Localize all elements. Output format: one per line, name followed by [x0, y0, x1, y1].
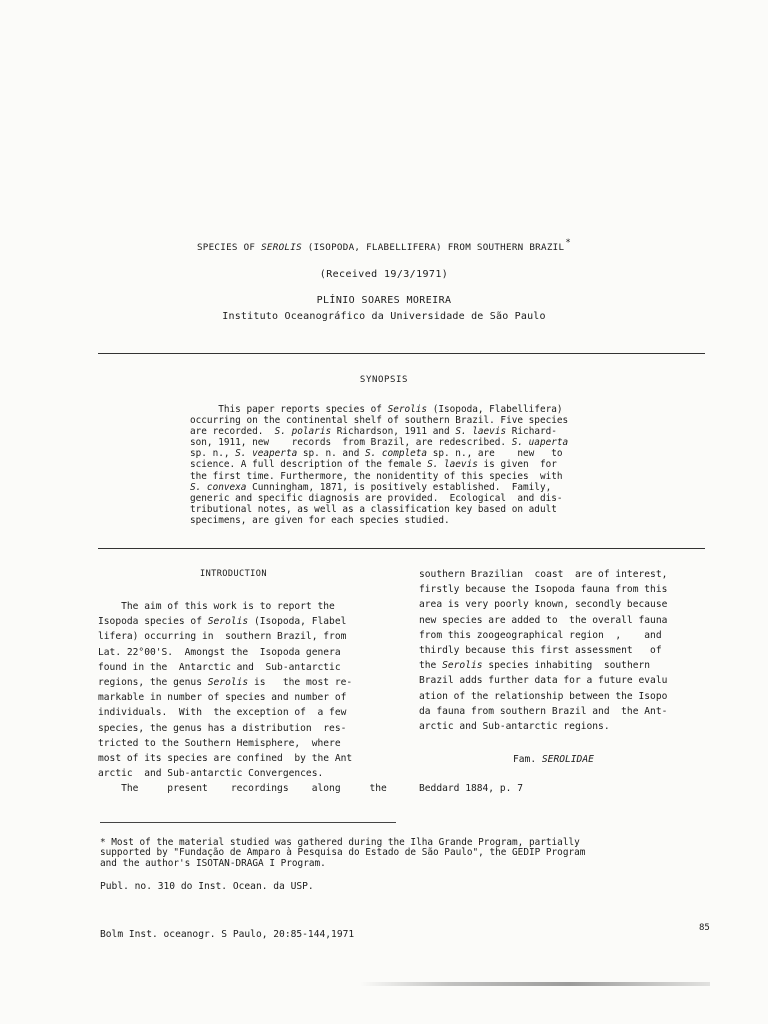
text-segment: individuals. With the exception of a few [98, 707, 347, 719]
text-segment: arctic and Sub-antarctic regions. [419, 721, 610, 733]
text-line [419, 704, 719, 719]
text-line [98, 690, 398, 705]
text-segment: Richard- [506, 426, 557, 438]
footnote [100, 838, 720, 869]
author-institution: Instituto Oceanográfico da Universidade de São Paulo [222, 311, 546, 322]
synopsis-body [190, 404, 650, 526]
text-line [419, 582, 719, 597]
text-segment: species inhabiting southern [482, 660, 651, 672]
text-line [190, 448, 650, 459]
text-line [419, 689, 719, 704]
text-line [98, 629, 398, 644]
text-segment: markable in number of species and number of [98, 692, 347, 704]
text-segment: da fauna from southern Brazil and the Ant- [419, 705, 668, 717]
taxon-name: Serolis [207, 616, 249, 628]
text-line [98, 751, 398, 766]
text-line [419, 613, 719, 628]
text-segment: area is very poorly known, secondly because [419, 599, 668, 611]
text-segment: arctic and Sub-antarctic Convergences. [98, 768, 324, 780]
scan-smudge [360, 982, 710, 986]
text-line [98, 599, 398, 614]
footnote-line: supported by "Fundação de Amparo à Pesquisa do Estado de São Paulo", the GEDIP Program [100, 847, 586, 859]
family-heading [513, 754, 594, 765]
text-segment: specimens, are given for each species studied. [190, 514, 450, 526]
text-line [98, 721, 398, 736]
text-segment: species, the genus has a distribution res- [98, 722, 347, 734]
text-line [98, 660, 398, 675]
taxon-name: Serolis [387, 404, 428, 415]
text-line [419, 628, 719, 643]
text-segment: generic and specific diagnosis are provided. Ecological and dis- [190, 492, 563, 504]
introduction-column-left [98, 599, 398, 797]
received-date: (Received 19/3/1971) [319, 269, 449, 280]
footnote-line: * Most of the material studied was gathered during the Ilha Grande Program, partially [100, 837, 580, 848]
text-line [190, 437, 650, 448]
text-segment: thirdly because this first assessment of [419, 645, 662, 657]
text-segment: ation of the relationship between the Isopo [419, 690, 668, 702]
introduction-column-right [419, 567, 719, 734]
text-segment: southern Brazilian coast are of interest, [419, 569, 668, 580]
text-segment: regions, the genus [98, 677, 208, 689]
text-segment: This paper reports species of [190, 404, 388, 415]
paper-title-prefix: SPECIES OF [196, 242, 262, 253]
divider-bottom [98, 548, 705, 549]
text-segment: tricted to the Southern Hemisphere, where [98, 737, 341, 749]
text-line [98, 781, 398, 796]
paper-title [0, 238, 768, 253]
text-line [419, 567, 719, 582]
text-line [190, 459, 650, 470]
taxon-name: S. polaris [274, 426, 332, 438]
text-line [419, 643, 719, 658]
text-line [190, 515, 650, 526]
text-segment: sp. n., [190, 448, 236, 460]
author-name: PLÍNIO SOARES MOREIRA [316, 295, 452, 306]
family-name: SEROLIDAE [541, 754, 594, 765]
paper-title-suffix: (ISOPODA, FLABELLIFERA) FROM SOUTHERN BRAZIL [301, 242, 565, 253]
taxon-name: S. laevis [427, 459, 478, 471]
text-segment: Cunningham, 1871, is positively established. Family, [246, 481, 552, 493]
text-segment: (Isopoda, Flabel [248, 616, 347, 628]
family-authority: Beddard 1884, p. 7 [419, 783, 523, 794]
divider-top [98, 353, 705, 354]
taxon-name: S. uaperta [511, 437, 569, 449]
taxon-name: Serolis [207, 677, 249, 689]
text-segment: Lat. 22°00'S. Amongst the Isopoda genera [98, 646, 341, 658]
text-segment: sp. n. and [297, 448, 365, 460]
text-line [98, 645, 398, 660]
text-segment: sp. n., are new to [427, 448, 563, 460]
footnote-rule [100, 822, 396, 823]
text-line [419, 597, 719, 612]
text-segment: most of its species are confined by the Ant [98, 753, 353, 765]
text-line [190, 471, 650, 482]
text-segment: the first time. Furthermore, the nonidentity of this species with [190, 470, 563, 482]
taxon-name: S. completa [364, 448, 428, 460]
text-segment: Richardson, 1911 and [331, 426, 456, 438]
text-segment: new species are added to the overall fauna [419, 614, 668, 626]
text-line [190, 504, 650, 515]
page-number: 85 [699, 923, 710, 933]
footnote-marker: * [565, 238, 572, 248]
footnote-line: and the author's ISOTAN-DRAGA I Program. [100, 857, 326, 869]
text-segment: son, 1911, new records from Brazil, are redescribed. [190, 437, 512, 449]
taxon-name: S. veaperta [235, 448, 298, 460]
text-segment: firstly because the Isopoda fauna from this [419, 584, 668, 596]
paper-title-genus: SEROLIS [261, 242, 302, 253]
text-line [190, 426, 650, 437]
taxon-name: S. convexa [190, 481, 247, 493]
taxon-name: S. laevis [455, 426, 507, 438]
text-segment: is given for [477, 459, 557, 471]
text-line [190, 415, 650, 426]
introduction-heading: INTRODUCTION [200, 569, 267, 579]
text-line [419, 658, 719, 673]
text-line [98, 705, 398, 720]
text-segment: from this zoogeographical region , and [419, 629, 662, 641]
text-segment: Brazil adds further data for a future evalu [419, 675, 668, 687]
text-segment: The present recordings along the [98, 783, 387, 795]
text-segment: tributional notes, as well as a classification key based on adult [190, 503, 557, 515]
publication-number: Publ. no. 310 do Inst. Ocean. da USP. [100, 881, 314, 892]
text-line [98, 766, 398, 781]
text-segment: found in the Antarctic and Sub-antarctic [98, 661, 341, 673]
text-segment: occurring on the continental shelf of southern Brazil. Five species [190, 415, 569, 427]
text-line [419, 719, 719, 734]
text-segment: science. A full description of the female [190, 459, 428, 471]
text-line [98, 675, 398, 690]
text-segment: The aim of this work is to report the [98, 601, 335, 612]
text-line [190, 493, 650, 504]
text-line [98, 614, 398, 629]
text-segment: the [419, 660, 443, 672]
text-segment: (Isopoda, Flabellifera) [427, 404, 563, 415]
family-prefix: Fam. [513, 754, 542, 765]
text-segment: lifera) occurring in southern Brazil, from [98, 631, 347, 643]
journal-citation: Bolm Inst. oceanogr. S Paulo, 20:85-144,1971 [100, 929, 355, 940]
text-line [190, 404, 650, 415]
text-segment: is the most re- [248, 677, 353, 689]
text-line [419, 673, 719, 688]
synopsis-heading: SYNOPSIS [359, 375, 409, 385]
text-line [98, 736, 398, 751]
text-segment: are recorded. [190, 426, 275, 438]
taxon-name: Serolis [442, 660, 483, 672]
text-segment: Isopoda species of [98, 616, 208, 628]
text-line [190, 482, 650, 493]
